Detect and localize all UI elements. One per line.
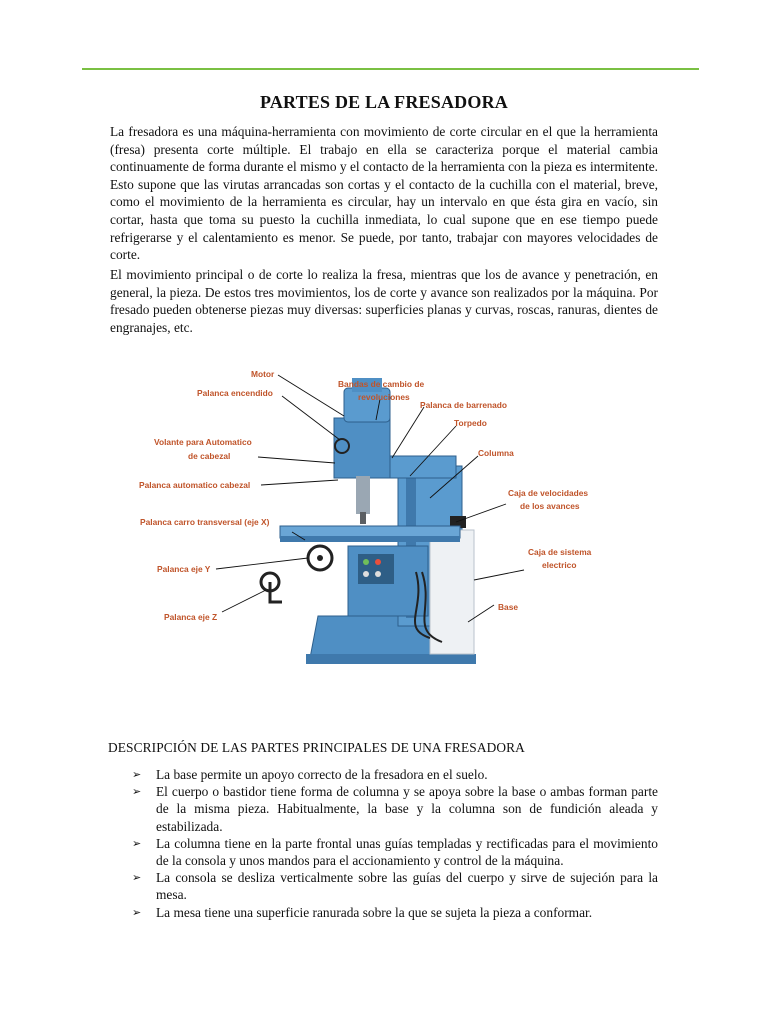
arrowhead-bullet-icon: ➢ (132, 785, 142, 799)
label-volante-2: de cabezal (188, 451, 231, 461)
arrowhead-bullet-icon: ➢ (132, 836, 142, 850)
arrowhead-bullet-icon: ➢ (132, 905, 142, 919)
label-palanca-automatico-cabezal: Palanca automatico cabezal (139, 480, 251, 490)
movement-paragraph: El movimiento principal o de corte lo realiza la fresa, mientras que los de avance y penetración, en general, la pieza. De estos tres movimientos, los de corte y avance son realizados por la máquina. Por fresado pueden obtenerse piezas muy diversas: superficies planas y curvas, roscas, ranuras, dientes de engranajes, etc. (110, 267, 658, 335)
label-columna: Columna (478, 448, 514, 458)
page-title: PARTES DE LA FRESADORA (260, 92, 508, 112)
milling-machine-illustration (130, 358, 650, 678)
list-item-text: El cuerpo o bastidor tiene forma de columna y se apoya sobre la base o ambas forman parte de la misma pieza. Habitualmente, la base y la columna son de fundición aleada y estabilizada. (156, 784, 658, 834)
list-item-text: La consola se desliza verticalmente sobre las guías del cuerpo y sirve de sujeción para la mesa. (156, 870, 658, 903)
arrowhead-bullet-icon: ➢ (132, 871, 142, 885)
arrowhead-bullet-icon: ➢ (132, 768, 142, 781)
label-caja-sistema-1: Caja de sistema (528, 547, 592, 557)
header-rule (82, 68, 699, 70)
milling-machine-image (261, 378, 476, 664)
section-subheading: DESCRIPCIÓN DE LAS PARTES PRINCIPALES DE UNA FRESADORA (108, 740, 525, 755)
label-caja-velocidades-2: de los avances (520, 501, 580, 511)
label-palanca-carro-transversal: Palanca carro transversal (eje X) (140, 517, 270, 527)
parts-description-list (132, 766, 658, 921)
list-item (132, 783, 658, 835)
list-item (132, 869, 658, 903)
list-item-text: La base permite un apoyo correcto de la fresadora en el suelo. (156, 767, 488, 782)
list-item (132, 835, 658, 869)
list-item-text: La columna tiene en la parte frontal unas guías templadas y rectificadas para el movimiento de la consola y unos mandos para el accionamiento y control de la máquina. (156, 835, 658, 869)
label-palanca-eje-y: Palanca eje Y (157, 564, 211, 574)
label-volante-1: Volante para Automatico (154, 437, 252, 447)
label-bandas-2: revoluciones (358, 392, 410, 402)
label-base: Base (498, 602, 519, 612)
list-item-text: La mesa tiene una superficie ranurada sobre la que se sujeta la pieza a conformar. (156, 904, 593, 920)
intro-paragraph: La fresadora es una máquina-herramienta con movimiento de corte circular en el que la herramienta (fresa) presenta corte múltiple. El trabajo en ella se caracteriza porque el material cambia continuamente de forma durante el mismo y el contacto de la herramienta con la pieza es intermitente. Esto supone que las virutas arrancadas son cortas y el contacto de la cuchilla con el material, breve, como el movimiento de la herramienta es circular, hay un intervalo en que ésta gira en vacío, sin cortar, hasta que toma su puesto la cuchilla inmediata, lo cual supone que en ese tiempo puede refrigerarse y el calentamiento es menor. Se puede, por tanto, trabajar con mayores velocidades de corte. (110, 124, 658, 263)
label-palanca-eje-z: Palanca eje Z (164, 612, 218, 622)
label-motor: Motor (251, 369, 275, 379)
list-item (132, 904, 658, 921)
label-torpedo: Torpedo (454, 418, 487, 428)
list-item (132, 766, 658, 783)
milling-machine-diagram (130, 358, 650, 678)
label-caja-velocidades-1: Caja de velocidades (508, 488, 589, 498)
label-palanca-encendido: Palanca encendido (197, 388, 273, 398)
label-bandas-1: Bandas de cambio de (338, 379, 425, 389)
label-caja-sistema-2: electrico (542, 560, 577, 570)
label-palanca-barrenado: Palanca de barrenado (420, 400, 508, 410)
